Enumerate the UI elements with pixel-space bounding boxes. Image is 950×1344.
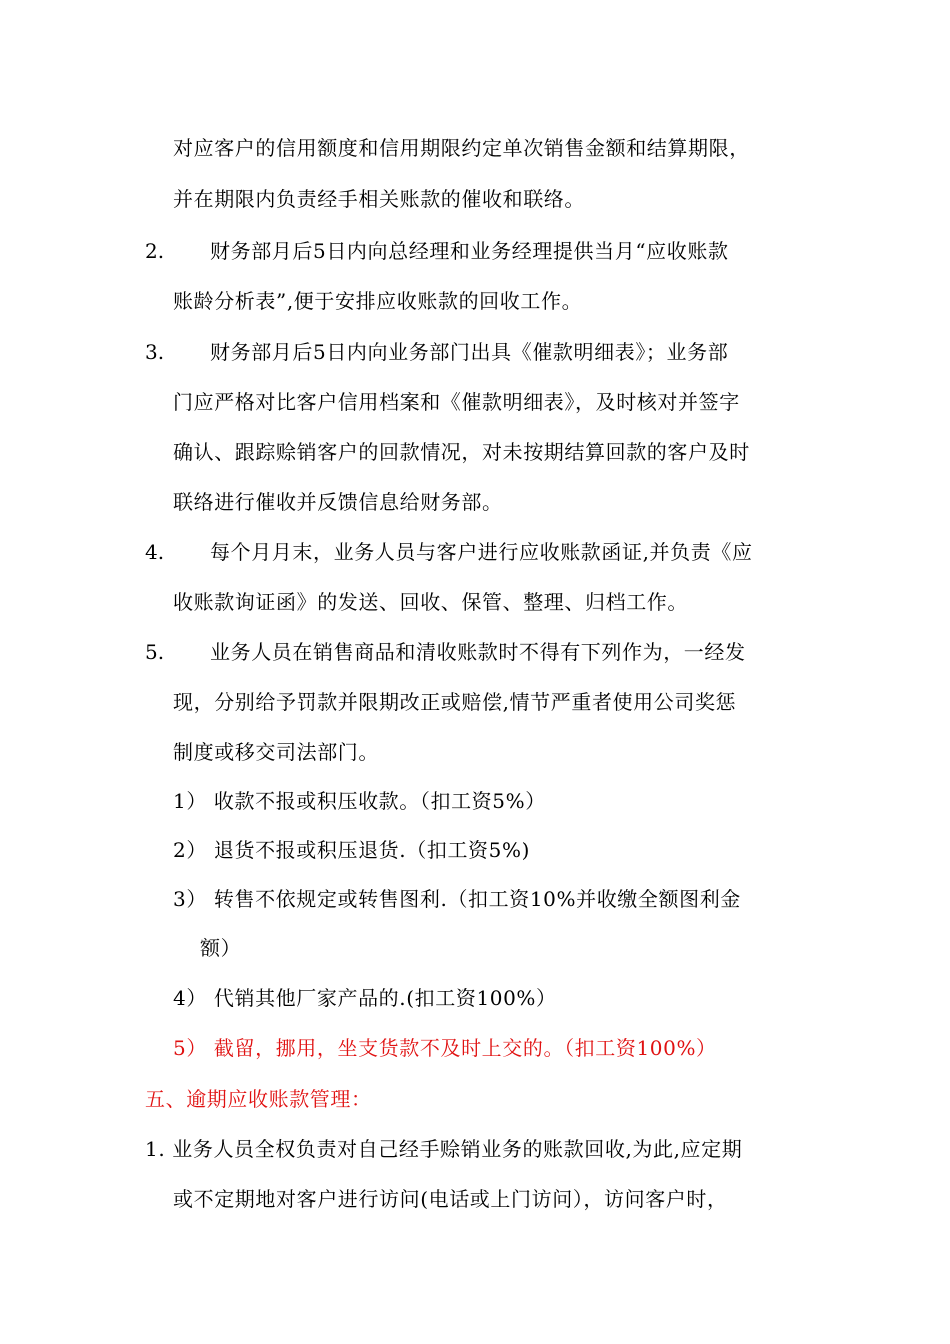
section-item-1-line-2: 或不定期地对客户进行访问(电话或上门访问），访问客户时， <box>173 1187 728 1211</box>
subitem-1: 1） 收款不报或积压收款。（扣工资5%） <box>173 789 546 813</box>
item-3-line-3: 确认、跟踪赊销客户的回款情况，对未按期结算回款的客户及时 <box>173 440 750 464</box>
subitem-3-continuation: 额） <box>200 936 242 960</box>
item-5-line-2: 现，分别给予罚款并限期改正或赔偿,情节严重者使用公司奖惩 <box>173 690 737 714</box>
intro-line-2: 并在期限内负责经手相关账款的催收和联络。 <box>173 187 585 211</box>
item-3-line-2: 门应严格对比客户信用档案和《催款明细表》，及时核对并签字 <box>173 390 740 414</box>
item-5-line-3: 制度或移交司法部门。 <box>173 740 379 764</box>
subitem-4: 4） 代销其他厂家产品的.(扣工资100%） <box>173 986 557 1010</box>
item-number: 3. <box>145 340 165 364</box>
section-heading: 五、逾期应收账款管理： <box>145 1087 372 1111</box>
intro-line-1: 对应客户的信用额度和信用期限约定单次销售金额和结算期限， <box>173 136 750 160</box>
item-5-line-1: 业务人员在销售商品和清收账款时不得有下列作为，一经发 <box>210 640 746 664</box>
item-2-line-1: 财务部月后5日内向总经理和业务经理提供当月“应收账款 <box>210 239 729 263</box>
subitem-5-highlighted: 5） 截留，挪用，坐支货款不及时上交的。（扣工资100%） <box>173 1036 717 1060</box>
subitem-2: 2） 退货不报或积压退货.（扣工资5%) <box>173 838 530 862</box>
item-3-line-1: 财务部月后5日内向业务部门出具《催款明细表》；业务部 <box>210 340 729 364</box>
item-number: 4. <box>145 540 165 564</box>
item-4-line-1: 每个月月末，业务人员与客户进行应收账款函证,并负责《应 <box>210 540 753 564</box>
section-item-1-line-1: 1. 业务人员全权负责对自己经手赊销业务的账款回收,为此,应定期 <box>145 1137 743 1161</box>
subitem-3: 3） 转售不依规定或转售图利.（扣工资10%并收缴全额图利金 <box>173 887 741 911</box>
item-3-line-4: 联络进行催收并反馈信息给财务部。 <box>173 490 503 514</box>
item-number: 2. <box>145 239 165 263</box>
item-2-line-2: 账龄分析表”,便于安排应收账款的回收工作。 <box>173 289 583 313</box>
item-number: 5. <box>145 640 165 664</box>
item-4-line-2: 收账款询证函》的发送、回收、保管、整理、归档工作。 <box>173 590 688 614</box>
